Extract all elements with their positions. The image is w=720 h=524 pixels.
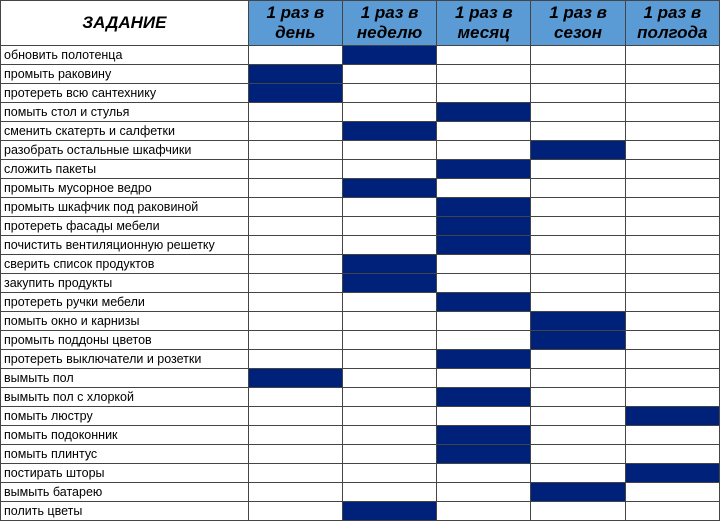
frequency-mark-empty [531, 426, 625, 445]
table-row [1, 350, 720, 369]
frequency-mark-empty [342, 483, 436, 502]
frequency-mark-empty [342, 84, 436, 103]
frequency-mark-empty [248, 179, 342, 198]
frequency-mark-empty [531, 46, 625, 65]
task-cell: вымыть пол с хлоркой [1, 388, 249, 407]
frequency-mark-empty [248, 331, 342, 350]
table-row [1, 502, 720, 521]
frequency-mark-filled [531, 331, 625, 350]
frequency-mark-filled [531, 483, 625, 502]
frequency-header-line1: 1 раз в [360, 3, 419, 22]
frequency-mark-empty [437, 407, 531, 426]
task-cell: протереть ручки мебели [1, 293, 249, 312]
frequency-mark-empty [342, 369, 436, 388]
frequency-mark-empty [625, 331, 719, 350]
frequency-mark-empty [437, 65, 531, 84]
table-row [1, 483, 720, 502]
task-cell: протереть выключатели и розетки [1, 350, 249, 369]
frequency-mark-filled [248, 65, 342, 84]
frequency-mark-empty [625, 160, 719, 179]
frequency-mark-empty [531, 198, 625, 217]
frequency-mark-empty [248, 236, 342, 255]
frequency-mark-empty [248, 407, 342, 426]
table-row [1, 141, 720, 160]
frequency-mark-empty [531, 179, 625, 198]
frequency-mark-filled [342, 502, 436, 521]
frequency-mark-empty [531, 84, 625, 103]
task-cell: промыть поддоны цветов [1, 331, 249, 350]
frequency-mark-empty [625, 388, 719, 407]
frequency-mark-empty [531, 217, 625, 236]
frequency-mark-filled [437, 293, 531, 312]
frequency-header-line2: неделю [356, 23, 423, 42]
frequency-mark-empty [625, 141, 719, 160]
frequency-header-day [248, 1, 342, 46]
task-cell: сложить пакеты [1, 160, 249, 179]
frequency-mark-empty [342, 445, 436, 464]
task-cell: закупить продукты [1, 274, 249, 293]
frequency-mark-empty [342, 198, 436, 217]
task-cell: постирать шторы [1, 464, 249, 483]
table-row [1, 445, 720, 464]
frequency-mark-empty [342, 407, 436, 426]
frequency-mark-empty [531, 502, 625, 521]
frequency-mark-empty [248, 350, 342, 369]
frequency-mark-empty [625, 293, 719, 312]
frequency-mark-filled [437, 198, 531, 217]
task-cell: вымыть батарею [1, 483, 249, 502]
table-row [1, 179, 720, 198]
frequency-mark-empty [625, 84, 719, 103]
frequency-mark-filled [342, 274, 436, 293]
frequency-mark-filled [531, 141, 625, 160]
table-row [1, 426, 720, 445]
table-row [1, 198, 720, 217]
frequency-mark-empty [342, 464, 436, 483]
frequency-header-line2: сезон [554, 23, 603, 42]
frequency-mark-empty [437, 46, 531, 65]
frequency-mark-empty [248, 464, 342, 483]
frequency-mark-filled [342, 179, 436, 198]
frequency-header-line1: 1 раз в [643, 3, 702, 22]
frequency-mark-empty [437, 141, 531, 160]
task-cell: сверить список продуктов [1, 255, 249, 274]
table-row [1, 331, 720, 350]
frequency-mark-empty [342, 160, 436, 179]
frequency-mark-empty [437, 179, 531, 198]
table-row [1, 464, 720, 483]
frequency-mark-empty [248, 312, 342, 331]
frequency-mark-empty [625, 46, 719, 65]
frequency-mark-filled [342, 46, 436, 65]
task-cell: обновить полотенца [1, 46, 249, 65]
frequency-mark-empty [625, 312, 719, 331]
frequency-mark-empty [625, 350, 719, 369]
frequency-mark-empty [625, 198, 719, 217]
frequency-mark-empty [437, 312, 531, 331]
frequency-mark-filled [437, 236, 531, 255]
frequency-mark-filled [625, 464, 719, 483]
table-row [1, 217, 720, 236]
task-cell: протереть всю сантехнику [1, 84, 249, 103]
table-row [1, 407, 720, 426]
frequency-mark-empty [248, 217, 342, 236]
frequency-mark-empty [248, 483, 342, 502]
frequency-mark-empty [625, 274, 719, 293]
frequency-mark-empty [625, 255, 719, 274]
task-cell: разобрать остальные шкафчики [1, 141, 249, 160]
frequency-mark-empty [531, 369, 625, 388]
frequency-mark-filled [625, 407, 719, 426]
table-row [1, 160, 720, 179]
frequency-mark-empty [625, 122, 719, 141]
frequency-mark-empty [531, 255, 625, 274]
table-row [1, 369, 720, 388]
frequency-mark-filled [342, 255, 436, 274]
task-cell: промыть мусорное ведро [1, 179, 249, 198]
frequency-mark-empty [531, 388, 625, 407]
frequency-mark-empty [437, 274, 531, 293]
frequency-mark-empty [342, 217, 436, 236]
task-cell: промыть раковину [1, 65, 249, 84]
frequency-mark-empty [625, 217, 719, 236]
frequency-mark-filled [437, 350, 531, 369]
frequency-mark-empty [625, 65, 719, 84]
frequency-mark-empty [248, 141, 342, 160]
table-row [1, 122, 720, 141]
frequency-header-month [437, 1, 531, 46]
task-column-header: ЗАДАНИЕ [1, 1, 249, 46]
task-cell: помыть люстру [1, 407, 249, 426]
table-row [1, 274, 720, 293]
frequency-mark-filled [248, 369, 342, 388]
frequency-mark-empty [342, 350, 436, 369]
frequency-mark-empty [342, 103, 436, 122]
frequency-mark-empty [625, 103, 719, 122]
frequency-mark-empty [437, 369, 531, 388]
task-cell: сменить скатерть и салфетки [1, 122, 249, 141]
frequency-header-line1: 1 раз в [549, 3, 607, 22]
table-row [1, 84, 720, 103]
table-row [1, 388, 720, 407]
table-row [1, 65, 720, 84]
frequency-mark-empty [531, 407, 625, 426]
task-cell: помыть окно и карнизы [1, 312, 249, 331]
frequency-mark-empty [437, 483, 531, 502]
frequency-mark-empty [437, 255, 531, 274]
frequency-mark-empty [531, 445, 625, 464]
frequency-mark-empty [437, 84, 531, 103]
frequency-mark-empty [625, 426, 719, 445]
frequency-mark-empty [248, 255, 342, 274]
frequency-mark-empty [342, 236, 436, 255]
table-row [1, 255, 720, 274]
frequency-mark-empty [248, 426, 342, 445]
frequency-mark-empty [625, 502, 719, 521]
frequency-mark-empty [248, 122, 342, 141]
frequency-mark-empty [342, 312, 436, 331]
frequency-mark-empty [342, 388, 436, 407]
frequency-mark-empty [248, 445, 342, 464]
task-cell: протереть фасады мебели [1, 217, 249, 236]
frequency-mark-empty [531, 160, 625, 179]
frequency-header-line2: месяц [457, 23, 511, 42]
task-cell: промыть шкафчик под раковиной [1, 198, 249, 217]
frequency-mark-filled [342, 122, 436, 141]
frequency-mark-filled [437, 160, 531, 179]
frequency-mark-empty [531, 293, 625, 312]
frequency-mark-empty [531, 274, 625, 293]
frequency-mark-empty [625, 179, 719, 198]
frequency-mark-empty [248, 274, 342, 293]
frequency-header-line1: 1 раз в [454, 3, 513, 22]
table-row [1, 103, 720, 122]
table-row [1, 312, 720, 331]
frequency-mark-filled [248, 84, 342, 103]
frequency-mark-empty [531, 236, 625, 255]
frequency-mark-empty [342, 331, 436, 350]
task-cell: помыть подоконник [1, 426, 249, 445]
table-row [1, 46, 720, 65]
frequency-mark-empty [248, 293, 342, 312]
frequency-mark-filled [531, 312, 625, 331]
task-cell: помыть стол и стулья [1, 103, 249, 122]
frequency-mark-empty [531, 65, 625, 84]
task-cell: помыть плинтус [1, 445, 249, 464]
frequency-mark-filled [437, 445, 531, 464]
frequency-mark-empty [248, 160, 342, 179]
frequency-mark-empty [248, 502, 342, 521]
frequency-header-line2: полгода [637, 23, 708, 42]
task-cell: вымыть пол [1, 369, 249, 388]
frequency-mark-empty [342, 141, 436, 160]
frequency-mark-filled [437, 426, 531, 445]
frequency-mark-empty [342, 293, 436, 312]
frequency-mark-empty [531, 103, 625, 122]
frequency-mark-empty [625, 236, 719, 255]
frequency-header-line2: день [275, 23, 316, 42]
task-cell: полить цветы [1, 502, 249, 521]
frequency-mark-empty [625, 445, 719, 464]
frequency-mark-filled [437, 388, 531, 407]
frequency-header-season [531, 1, 625, 46]
frequency-mark-empty [531, 350, 625, 369]
frequency-mark-empty [342, 65, 436, 84]
header-row [1, 1, 720, 46]
frequency-mark-empty [437, 464, 531, 483]
frequency-mark-empty [625, 369, 719, 388]
frequency-mark-empty [342, 426, 436, 445]
frequency-header-week [342, 1, 436, 46]
frequency-mark-empty [437, 502, 531, 521]
frequency-mark-filled [437, 103, 531, 122]
frequency-mark-empty [531, 464, 625, 483]
frequency-mark-empty [437, 331, 531, 350]
frequency-mark-empty [248, 46, 342, 65]
table-row [1, 293, 720, 312]
frequency-mark-empty [248, 388, 342, 407]
frequency-mark-empty [625, 483, 719, 502]
task-cell: почистить вентиляционную решетку [1, 236, 249, 255]
frequency-mark-filled [437, 217, 531, 236]
frequency-header-half-year [625, 1, 719, 46]
frequency-mark-empty [248, 103, 342, 122]
table-row [1, 236, 720, 255]
frequency-mark-empty [248, 198, 342, 217]
frequency-header-line1: 1 раз в [266, 3, 325, 22]
schedule-body [1, 46, 720, 521]
frequency-mark-empty [531, 122, 625, 141]
frequency-mark-empty [437, 122, 531, 141]
